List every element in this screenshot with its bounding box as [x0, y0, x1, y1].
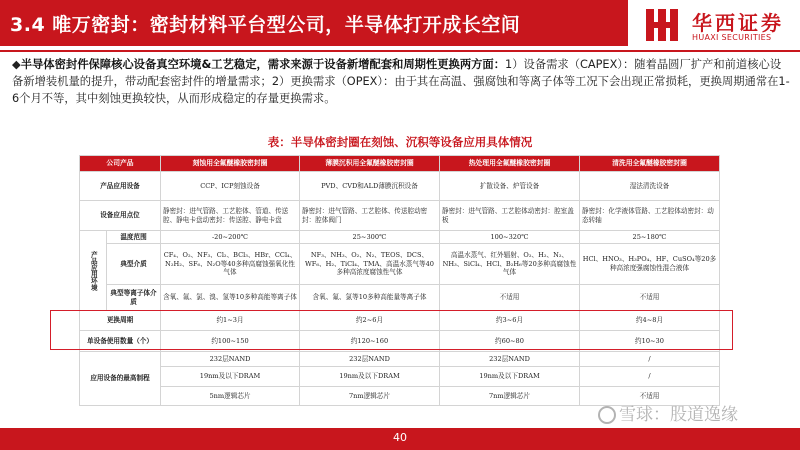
header-divider [0, 50, 800, 52]
intro-bold: 半导体密封件保障核心设备真空环境&工艺稳定，需求来源于设备新增配套和周期性更换两方面： [20, 58, 506, 71]
table-cell: 约60~80 [440, 331, 580, 352]
company-logo [644, 6, 794, 46]
table-row [80, 231, 720, 244]
header-etch: 刻蚀用全氟醚橡胶密封圈 [161, 156, 300, 172]
logo-chinese-name: 华西证券 [692, 11, 784, 35]
table-row [80, 367, 720, 387]
row-label: 设备应用点位 [80, 201, 161, 231]
table-cell: 约120~160 [300, 331, 440, 352]
table-cell: 232层NAND [440, 352, 580, 367]
table-cell: 不适用 [580, 285, 720, 311]
table-cell: 高温水蒸气、红外辐射、O₂、H₂、N₂、NH₃、SiCl₄、HCl、B₂H₆等20多种高腐蚀性气体 [440, 244, 580, 285]
table-header-row [80, 156, 720, 172]
table-cell: 约3~6月 [440, 311, 580, 331]
table-cell: PVD、CVD和ALD薄膜沉积设备 [300, 172, 440, 201]
row-label: 单设备使用数量（个） [80, 331, 161, 352]
table-cell: 约100~150 [161, 331, 300, 352]
table-cell: / [580, 367, 720, 387]
table-cell: 19nm及以下DRAM [300, 367, 440, 387]
table-cell: HCl、HNO₃、H₃PO₄、HF、CuSO₄等20多种高浓度强腐蚀性混合液体 [580, 244, 720, 285]
table-cell: 含氧、氟、氯等10多种高能量等离子体 [300, 285, 440, 311]
table-cell: 25~300℃ [300, 231, 440, 244]
table-cell: 不适用 [580, 387, 720, 406]
table-cell: 约4~8月 [580, 311, 720, 331]
page-number: 40 [393, 431, 407, 444]
watermark-text: 雪球：股道逸缘 [619, 405, 738, 425]
table-cell: 扩散设备、炉管设备 [440, 172, 580, 201]
highlight-box [50, 310, 733, 350]
table-cell: 静密封：进气管路、工艺腔体、传送腔动密封：腔体阀门 [300, 201, 440, 231]
table-row [80, 352, 720, 367]
row-label: 应用设备的最高制程 [80, 352, 161, 406]
table-cell: NF₃、NH₃、O₂、N₂、TEOS、DCS、WF₆、H₂、TiCl₄、TMA、高温水蒸气等40多种高浓度腐蚀性气体 [300, 244, 440, 285]
table-cell: 含氧、氟、氯、溴、氢等10多种高能等离子体 [161, 285, 300, 311]
page-title: 3.4 唯万密封：密封材料平台型公司，半导体打开成长空间 [10, 14, 521, 36]
table-cell: 约2~6月 [300, 311, 440, 331]
table-cell: 232层NAND [300, 352, 440, 367]
table-cell: 静密封：进气管路、工艺腔体动密封：腔室盖板 [440, 201, 580, 231]
table-cell: 100~320℃ [440, 231, 580, 244]
row-label: 典型等离子体介质 [107, 285, 161, 311]
table-cell: 静密封：化学液体管路、工艺腔体动密封：动态转轴 [580, 201, 720, 231]
row-label: 典型介质 [107, 244, 161, 285]
table-cell: -20~200℃ [161, 231, 300, 244]
table-cell: 232层NAND [161, 352, 300, 367]
table-cell: 约10~30 [580, 331, 720, 352]
table-cell: 湿法清洗设备 [580, 172, 720, 201]
table-row [80, 285, 720, 311]
row-label: 产品应用设备 [80, 172, 161, 201]
table-row [80, 201, 720, 231]
header-clean: 清洗用全氟醚橡胶密封圈 [580, 156, 720, 172]
bullet-icon: ◆ [12, 58, 21, 71]
table-cell: 5nm逻辑芯片 [161, 387, 300, 406]
group-label: 产品应用环境 [80, 231, 107, 311]
header-product: 公司产品 [80, 156, 161, 172]
logo-english-name: HUAXI SECURITIES [692, 33, 772, 42]
table-cell: 不适用 [440, 285, 580, 311]
table-cell: CF₄、O₂、NF₃、Cl₂、BCl₃、HBr、CCl₄、N₂H₂、SF₆、N₂O等40多种高腐蚀强氧化性气体 [161, 244, 300, 285]
intro-paragraph [12, 56, 790, 107]
footer-bar [0, 428, 800, 450]
table-row [80, 172, 720, 201]
intro-text: 1）设备需求（CAPEX）：随着晶圆厂扩产和前道核心设备新增装机量的提升，带动配套密封件的增量需求；2）更换需求（OPEX）：由于其在高温、强腐蚀和等离子体等工况下会出现正常损耗，更换周期通常在1-6个月不等，其中刻蚀更换较快，从而形成稳定的存量更换需求。 [12, 58, 790, 105]
title-bar [0, 0, 628, 46]
table-cell: / [580, 352, 720, 367]
row-label: 温度范围 [107, 231, 161, 244]
table-cell: 约1~3月 [161, 311, 300, 331]
table-cell: 静密封：进气管路、工艺腔体、管道、传送腔、静电卡盘动密封：传送腔、静电卡盘 [161, 201, 300, 231]
table-cell: 19nm及以下DRAM [161, 367, 300, 387]
table-cell: 7nm逻辑芯片 [440, 387, 580, 406]
table-row [80, 244, 720, 285]
table-cell: CCP、ICP刻蚀设备 [161, 172, 300, 201]
table-cell: 7nm逻辑芯片 [300, 387, 440, 406]
row-label: 更换周期 [80, 311, 161, 331]
table-cell: 25~180℃ [580, 231, 720, 244]
table-cell: 19nm及以下DRAM [440, 367, 580, 387]
seal-application-table [79, 155, 720, 406]
huaxi-logo-icon [644, 6, 682, 44]
watermark [598, 400, 738, 425]
header-deposition: 薄膜沉积用全氟醚橡胶密封圈 [300, 156, 440, 172]
snowball-icon [598, 406, 616, 424]
header-thermal: 热处理用全氟醚橡胶密封圈 [440, 156, 580, 172]
table-caption: 表：半导体密封圈在刻蚀、沉积等设备应用具体情况 [267, 135, 533, 149]
